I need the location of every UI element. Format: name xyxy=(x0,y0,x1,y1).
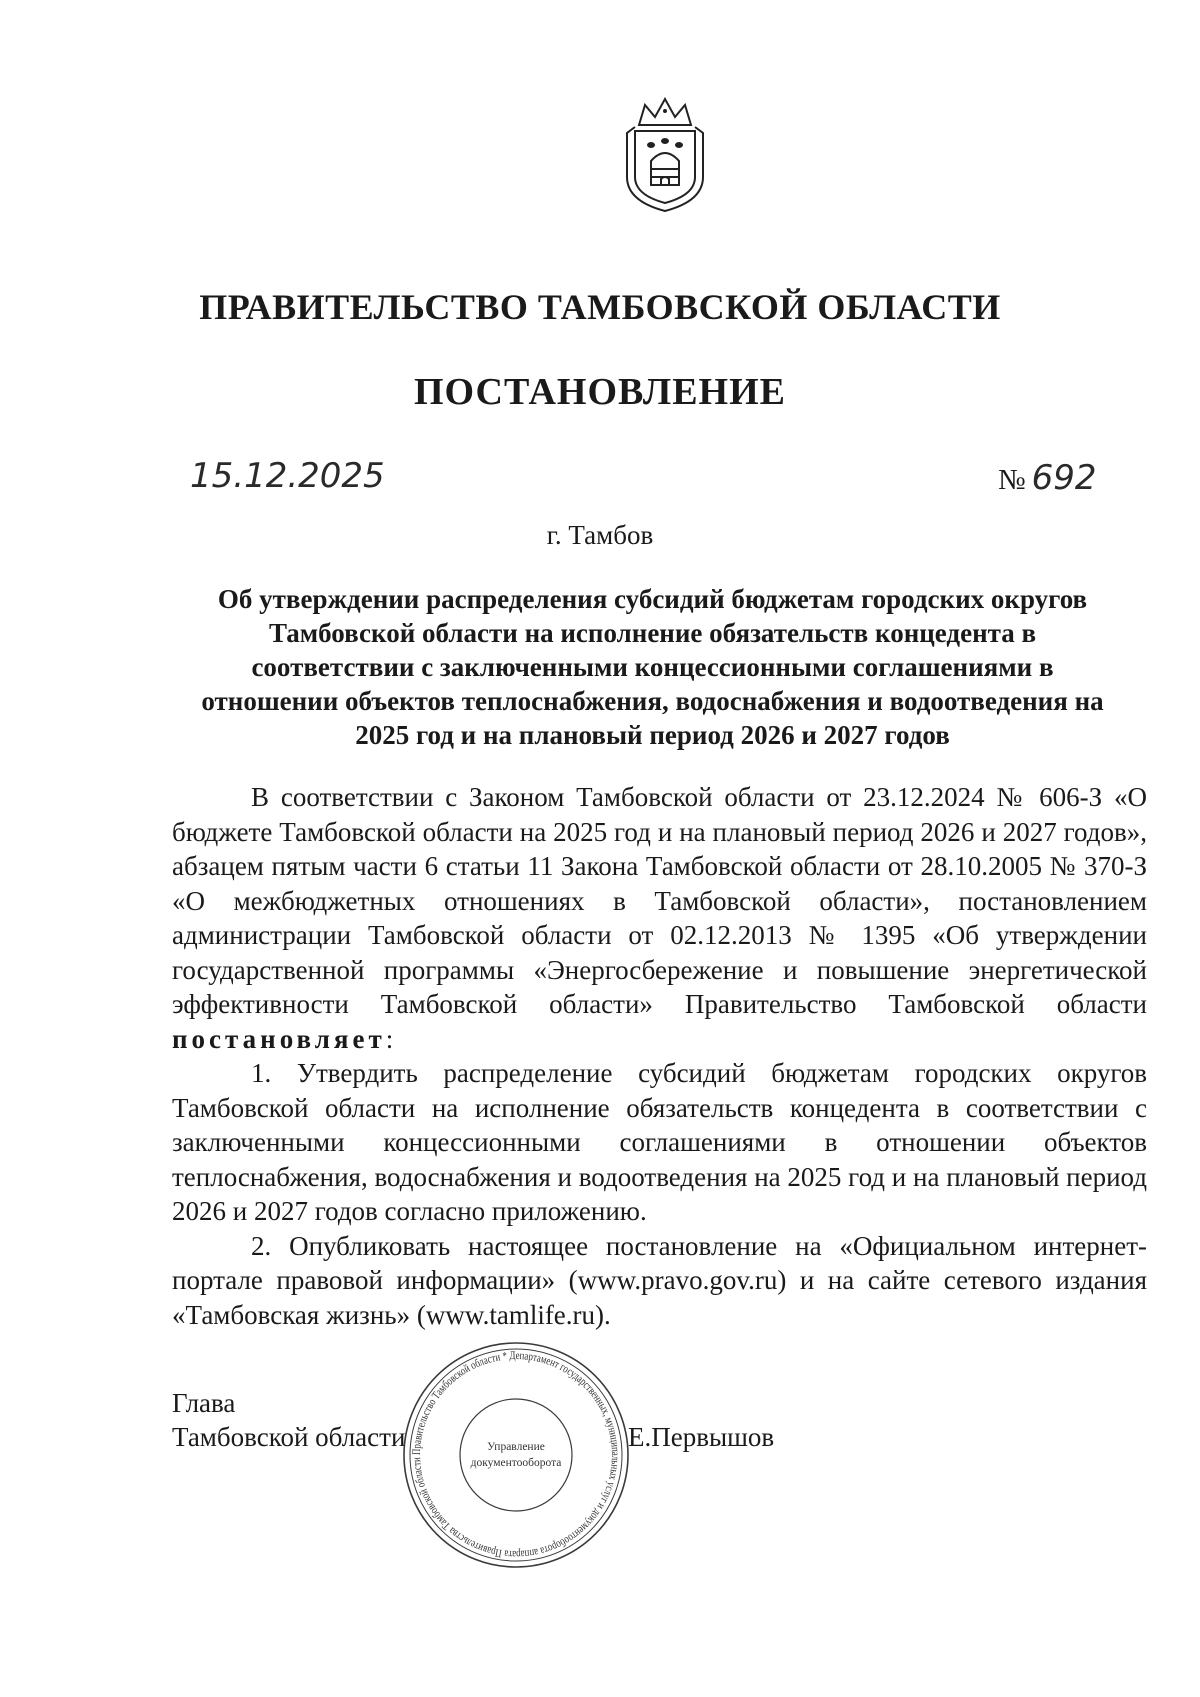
signatory-title-line2: Тамбовской области xyxy=(172,1422,406,1452)
item-1-paragraph: 1. Утвердить распределение субсидий бюджетам городских округов Тамбовской области на исполнение обязательств концедента в соответствии с заключенными концессионными соглашениями в отношении объектов теплоснабжения, водоснабжения и водоотведения на 2025 год и на плановый период 2026 и 2027 годов согласно приложению. xyxy=(172,1058,1147,1226)
preamble-paragraph xyxy=(172,780,1147,1056)
stamp-center-line2: документооборота xyxy=(470,1457,562,1469)
number-value: 692 xyxy=(1031,458,1097,498)
title-line: 2025 год и на плановый период 2026 и 2027 годов xyxy=(355,720,950,750)
document-title xyxy=(160,582,1145,752)
preamble-text: В соответствии с Законом Тамбовской области от 23.12.2024 № 606-З «О бюджете Тамбовской области на 2025 год и на плановый период 2026 и 2027 годов», абзацем пятым части 6 статьи 11 Закона Тамбовской области от 28.10.2005 № 370-З «О межбюджетных отношениях в Тамбовской области», постановлением администрации Тамбовской области от 02.12.2013 № 1395 «Об утверждении государственной программы «Энергосбережение и повышение энергетической эффективности Тамбовской области» Правительство Тамбовской области xyxy=(172,782,1147,1019)
stamp-center-line1: Управление xyxy=(487,1441,545,1453)
decree-word: постановляет xyxy=(172,1023,386,1054)
document-number xyxy=(998,458,1097,498)
item-2-paragraph: 2. Опубликовать настоящее постановление на «Официальном интернет-портале правовой информации» (www.pravo.gov.ru) и на сайте сетевого издания «Тамбовская жизнь» (www.tamlife.ru). xyxy=(172,1230,1147,1330)
title-line: соответствии с заключенными концессионными соглашениями в xyxy=(251,652,1054,682)
document-type-heading: ПОСТАНОВЛЕНИЕ xyxy=(413,371,787,413)
title-line: Тамбовской области на исполнение обязательств концедента в xyxy=(268,618,1037,648)
document-body xyxy=(172,780,1147,1332)
tambov-coat-of-arms-icon xyxy=(621,97,709,215)
title-line: Об утверждении распределения субсидий бюджетам городских округов xyxy=(217,584,1088,614)
document-date: 15.12.2025 xyxy=(190,456,385,496)
number-prefix: № xyxy=(998,464,1026,496)
decree-colon: : xyxy=(385,1023,394,1054)
signatory-name: Е.Первышов xyxy=(628,1422,775,1452)
city: г. Тамбов xyxy=(546,520,654,550)
signatory-title-line1: Глава xyxy=(172,1388,236,1418)
organization-heading: ПРАВИТЕЛЬСТВО ТАМБОВСКОЙ ОБЛАСТИ xyxy=(199,287,1001,327)
official-stamp xyxy=(400,1340,632,1570)
stamp-outer-text: Правительство Тамбовской области * Департамент государственных, муниципальных услуг и документооборота аппарата Правительства Тамбовской области xyxy=(410,1349,622,1561)
title-line: отношении объектов теплоснабжения, водоснабжения и водоотведения на xyxy=(201,686,1104,716)
